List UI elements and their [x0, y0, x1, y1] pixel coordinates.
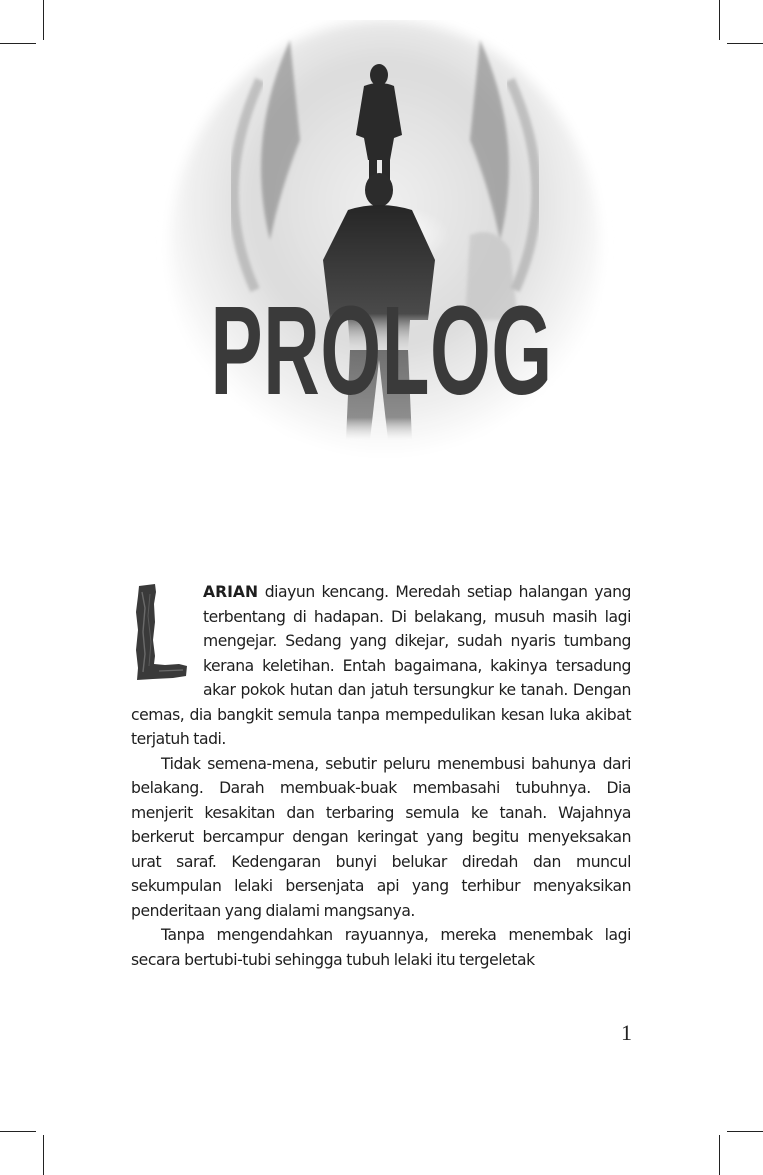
crop-mark-bottom-left-h [0, 1131, 36, 1132]
crop-mark-bottom-left [43, 1135, 44, 1175]
crop-mark-top-right [719, 0, 720, 40]
crop-mark-bottom-right [719, 1135, 720, 1175]
drop-cap-letter [133, 584, 188, 680]
crop-mark-top-left [43, 0, 44, 40]
paragraph-3: Tanpa mengendahkan rayuannya, mereka menembak lagi secara bertubi-tubi sehingga tubuh lelaki itu tergeletak [131, 926, 631, 969]
page-number: 1 [621, 1020, 632, 1045]
first-paragraph [131, 580, 631, 752]
crop-mark-top-left-h [0, 43, 36, 44]
paragraph-2: Tidak semena-mena, sebutir peluru menembusi bahunya dari belakang. Darah membuak-buak membasahi tubuhnya. Dia menjerit kesakitan dan terbaring semula ke tanah. Wajahnya berkerut bercampur dengan keringat yang begitu menyeksakan urat saraf. Kedengaran bunyi belukar diredah dan muncul sekumpulan lelaki bersenjata api yang terhibur menyaksikan penderitaan yang dialami mangsanya. [131, 754, 631, 920]
first-paragraph-text: diayun kencang. Meredah setiap halangan yang terbentang di hadapan. Di belakang, musuh masih lagi mengejar. Sedang yang dikejar, sudah nyaris tumbang kerana keletihan. Entah bagaimana, kakinya tersadung akar pokok hutan dan jatuh tersungkur ke tanah. Dengan cemas, dia bangkit semula tanpa mempedulikan kesan luka akibat terjatuh tadi. [131, 583, 631, 748]
crop-mark-top-right-h [727, 43, 763, 44]
crop-mark-bottom-right-h [727, 1131, 763, 1132]
chapter-body [131, 580, 631, 972]
lead-word: ARIAN [203, 583, 258, 601]
chapter-title: PROLOG [210, 280, 553, 421]
